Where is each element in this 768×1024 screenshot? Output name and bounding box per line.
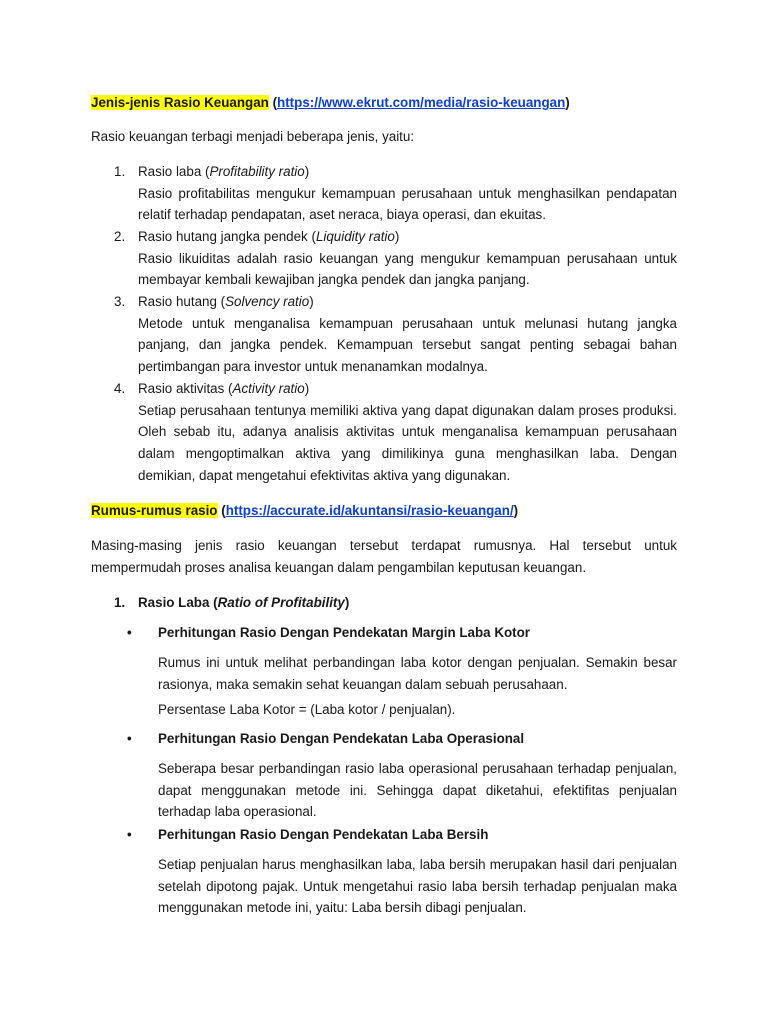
list-item-title [138,161,677,183]
paren-close: ) [309,294,314,309]
ratio-term: Profitability ratio [209,164,305,179]
method-title: Perhitungan Rasio Dengan Pendekatan Laba Operasional [158,731,525,746]
paren-open: ( [268,95,278,110]
list-item-description: Setiap perusahaan tentunya memiliki aktiva yang dapat digunakan dalam proses produksi. Oleh sebab itu, adanya analisis aktivitas untuk menganalisa kemampuan perusahaan dalam mengoptimalkan aktiva yang dimilikinya guna menghasilkan laba. Dengan demikian, dapat mengetahui efektivitas aktiva yang digunakan. [138,402,677,483]
ratio-term: Activity ratio [232,381,305,396]
list-number: 1. [114,595,126,610]
list-number: 2. [114,229,126,244]
source-link-ekrut[interactable]: https://www.ekrut.com/media/rasio-keuangan [277,95,566,110]
list-item-body [138,291,677,378]
method-title: Perhitungan Rasio Dengan Pendekatan Margin Laba Kotor [158,625,531,640]
paren-close: ) [344,595,350,610]
ratio-term: Liquidity ratio [315,229,395,244]
source-link-accurate[interactable]: https://accurate.id/akuntansi/rasio-keuangan/ [225,503,514,518]
ratio-name: Rasio laba ( [138,164,210,179]
paren-close: ) [394,229,400,244]
method-description: Rumus ini untuk melihat perbandingan laba kotor dengan penjualan. Semakin besar rasionya, maka semakin sehat keuangan dalam sebuah perusahaan. [158,655,677,692]
bullet-icon: • [127,731,132,746]
ratio-name: Rasio hutang jangka pendek ( [138,229,316,244]
list-number: 4. [114,381,126,396]
section-heading-jenis [91,92,570,114]
intro-paragraph-2: Masing-masing jenis rasio keuangan tersebut terdapat rumusnya. Hal tersebut untuk mempermudah proses analisa keuangan dalam pengambilan keputusan keuangan. [91,538,677,575]
ratio-name: Rasio Laba ( [138,595,218,610]
paren-close: ) [304,381,310,396]
list-item-body [138,161,677,226]
list-item-body [138,226,677,291]
list-item-description: Rasio profitabilitas mengukur kemampuan perusahaan untuk menghasilkan pendapatan relatif terhadap pendapatan, aset neraca, biaya operasi, dan ekuitas. [138,185,677,223]
paren-open: ( [217,503,226,518]
intro-paragraph: Rasio keuangan terbagi menjadi beberapa jenis, yaitu: [91,129,415,144]
paren-close: ) [513,503,519,518]
method-formula: Persentase Laba Kotor = (Laba kotor / penjualan). [158,702,456,717]
list-number: 1. [114,164,126,179]
highlighted-title: Jenis-jenis Rasio Keuangan [91,95,269,110]
paren-close: ) [565,95,570,110]
ratio-name: Rasio hutang ( [138,294,226,309]
list-item-body [138,378,677,487]
list-item-body [138,592,677,614]
list-item-title [138,226,677,248]
bullet-icon: • [127,827,132,842]
method-description: Setiap penjualan harus menghasilkan laba, laba bersih merupakan hasil dari penjualan setelah dipotong pajak. Untuk mengetahui rasio laba bersih terhadap penjualan maka menggunakan metode ini, yaitu: Laba bersih dibagi penjualan. [158,857,677,916]
list-item-title [138,592,677,614]
list-item-title [138,291,677,313]
list-item-description: Metode untuk menganalisa kemampuan perusahaan untuk melunasi hutang jangka panjang, dan jangka pendek. Kemampuan tersebut sangat penting sebagai bahan pertimbangan para investor untuk menanamkan modalnya. [138,315,677,375]
list-number: 3. [114,294,126,309]
method-title: Perhitungan Rasio Dengan Pendekatan Laba Bersih [158,827,489,842]
ratio-term: Solvency ratio [225,294,310,309]
method-description: Seberapa besar perbandingan rasio laba operasional perusahaan terhadap penjualan, dapat menggunakan metode ini. Sehingga dapat diketahui, efektifitas penjualan terhadap laba operasional. [158,761,677,820]
bullet-icon: • [127,625,132,640]
ratio-name: Rasio aktivitas ( [138,381,233,396]
section-heading-rumus [91,500,518,522]
list-item-description: Rasio likuiditas adalah rasio keuangan yang mengukur kemampuan perusahaan untuk membayar kembali kewajiban jangka pendek dan jangka panjang. [138,250,677,288]
ratio-term: Ratio of Profitability [217,595,345,610]
paren-close: ) [304,164,310,179]
list-item-title [138,378,677,400]
highlighted-title: Rumus-rumus rasio [91,503,218,518]
